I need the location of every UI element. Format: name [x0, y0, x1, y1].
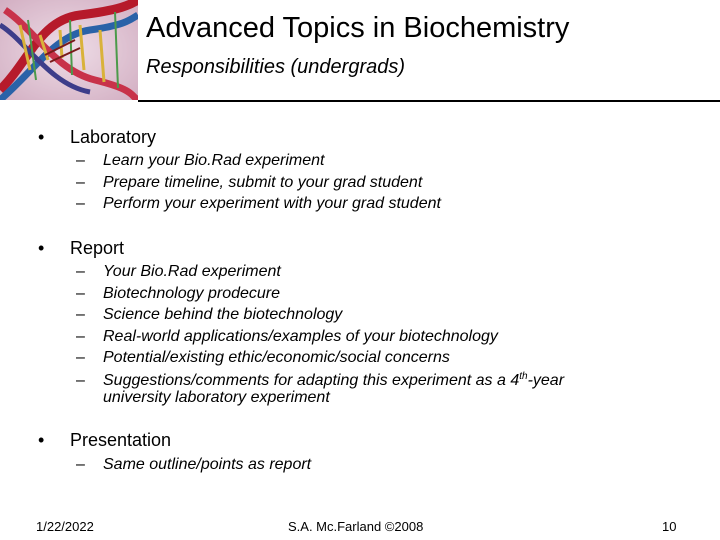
bullet-icon: • — [38, 238, 45, 258]
dash-icon: – — [76, 327, 85, 345]
laboratory-list — [76, 150, 441, 215]
slide-subtitle: Responsibilities (undergrads) — [146, 56, 406, 78]
dash-icon: – — [76, 371, 85, 389]
dash-icon: – — [76, 263, 85, 280]
bullet-icon: • — [38, 127, 45, 147]
report-list — [76, 261, 564, 406]
footer-author: S.A. Mc.Farland ©2008 — [288, 519, 424, 534]
dash-icon: – — [76, 349, 85, 366]
footer-page-number: 10 — [662, 519, 677, 534]
footer-date: 1/22/2022 — [36, 519, 94, 534]
dash-icon: – — [76, 152, 85, 169]
list-item: – Real-world applications/examples of your biotechnology — [76, 326, 564, 348]
list-item: – Prepare timeline, submit to your grad student — [76, 172, 441, 194]
header-divider — [138, 100, 720, 102]
dash-icon: – — [76, 284, 85, 302]
slide-title: Advanced Topics in Biochemistry — [146, 12, 570, 44]
list-item: – Potential/existing ethic/economic/social concerns — [76, 347, 564, 369]
list-item: – Biotechnology prodecure — [76, 283, 564, 305]
dash-icon: – — [76, 306, 85, 323]
bullet-report: • Report — [38, 238, 125, 258]
dash-icon: – — [76, 173, 85, 191]
dash-icon: – — [76, 195, 85, 212]
presentation-list — [76, 454, 311, 476]
bullet-presentation: • Presentation — [38, 430, 172, 450]
list-item: – Perform your experiment with your grad student — [76, 193, 441, 215]
list-item: – Learn your Bio.Rad experiment — [76, 150, 441, 172]
dna-helix-logo-icon — [0, 0, 138, 100]
dash-icon: – — [76, 456, 85, 473]
list-item: – Science behind the biotechnology — [76, 304, 564, 326]
list-item: – Suggestions/comments for adapting this experiment as a 4th-year university laboratory experiment — [76, 370, 565, 406]
bullet-laboratory: • Laboratory — [38, 127, 157, 147]
list-item: – Your Bio.Rad experiment — [76, 261, 564, 283]
bullet-icon: • — [38, 430, 45, 450]
list-item: – Same outline/points as report — [76, 454, 311, 476]
